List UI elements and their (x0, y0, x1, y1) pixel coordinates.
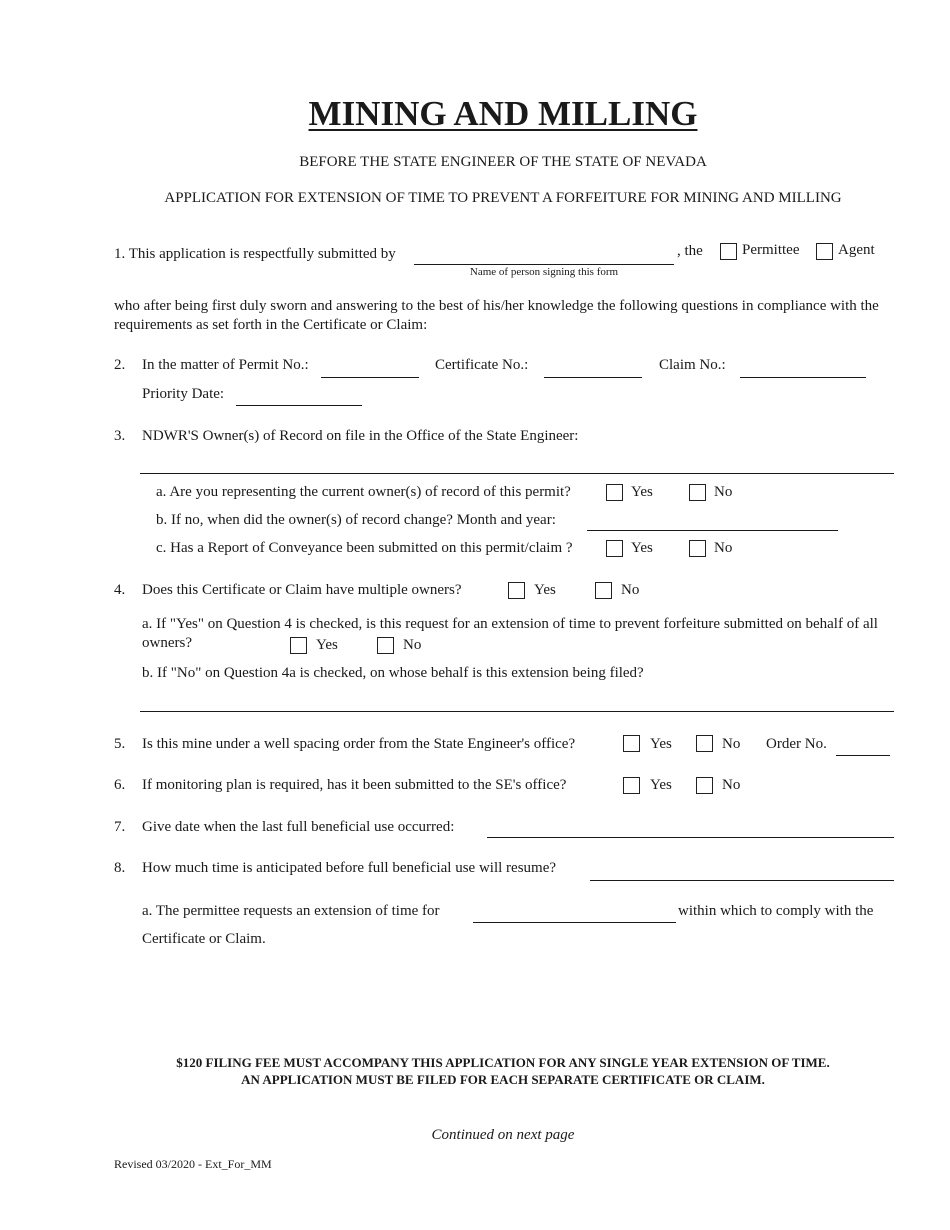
claim-no-input[interactable] (740, 359, 866, 378)
owner-change-date-input[interactable] (587, 512, 838, 531)
q8a-prefix: a. The permittee requests an extension of time for (142, 903, 440, 919)
q3c-no-checkbox[interactable] (689, 540, 706, 557)
q1-text: 1. This application is respectfully submitted by (114, 246, 396, 262)
q6-text: If monitoring plan is required, has it been submitted to the SE's office? (142, 777, 567, 793)
q4-text: Does this Certificate or Claim have multiple owners? (142, 582, 462, 598)
q8a-line2: Certificate or Claim. (142, 931, 266, 947)
q6-number: 6. (114, 777, 126, 793)
q3c-no-label: No (714, 540, 733, 556)
q5-no-checkbox[interactable] (696, 735, 713, 752)
revision-note: Revised 03/2020 - Ext_For_MM (114, 1157, 272, 1171)
q3a-no-label: No (714, 484, 733, 500)
q4a-text: a. If "Yes" on Question 4 is checked, is this request for an extension of time to prevent forfeiture submitted on behalf of all owners? (142, 616, 878, 651)
q4-no-label: No (621, 582, 640, 598)
q3a-text: a. Are you representing the current owner(s) of record of this permit? (156, 484, 571, 500)
continued-note: Continued on next page (431, 1127, 575, 1143)
last-use-date-input[interactable] (487, 819, 894, 838)
q4a-no-checkbox[interactable] (377, 637, 394, 654)
sworn-statement: who after being first duly sworn and answering to the best of his/her knowledge the following questions in compliance with the requirements as set forth in the Certificate or Claim: (114, 298, 879, 333)
form-subtitle: BEFORE THE STATE ENGINEER OF THE STATE OF NEVADA (299, 154, 707, 170)
q3-number: 3. (114, 428, 126, 444)
q3c-yes-checkbox[interactable] (606, 540, 623, 557)
q4a-no-label: No (403, 637, 422, 653)
permittee-label: Permittee (742, 242, 800, 258)
q4-yes-checkbox[interactable] (508, 582, 525, 599)
q6-yes-checkbox[interactable] (623, 777, 640, 794)
q3-text: NDWR'S Owner(s) of Record on file in the Office of the State Engineer: (142, 428, 579, 444)
permit-no-label: In the matter of Permit No.: (142, 357, 309, 373)
q1-the: , the (677, 243, 703, 259)
extension-time-input[interactable] (473, 904, 676, 923)
q6-yes-label: Yes (650, 777, 672, 793)
time-anticipated-input[interactable] (590, 862, 894, 881)
priority-date-input[interactable] (236, 387, 362, 406)
q4-yes-label: Yes (534, 582, 556, 598)
q5-number: 5. (114, 736, 126, 752)
q5-yes-label: Yes (650, 736, 672, 752)
agent-checkbox[interactable] (816, 243, 833, 260)
q7-number: 7. (114, 819, 126, 835)
fee-notice-line1: $120 FILING FEE MUST ACCOMPANY THIS APPLICATION FOR ANY SINGLE YEAR EXTENSION OF TIME. (176, 1055, 830, 1070)
q3c-yes-label: Yes (631, 540, 653, 556)
q8a-suffix: within which to comply with the (678, 903, 874, 919)
q3c-text: c. Has a Report of Conveyance been submitted on this permit/claim ? (156, 540, 573, 556)
q4-number: 4. (114, 582, 126, 598)
q4a-yes-checkbox[interactable] (290, 637, 307, 654)
owner-of-record-input[interactable] (140, 455, 894, 474)
q4b-text: b. If "No" on Question 4a is checked, on whose behalf is this extension being filed? (142, 665, 644, 681)
q5-text: Is this mine under a well spacing order from the State Engineer's office? (142, 736, 576, 752)
permit-no-input[interactable] (321, 359, 419, 378)
q6-no-label: No (722, 777, 741, 793)
application-title: APPLICATION FOR EXTENSION OF TIME TO PREVENT A FORFEITURE FOR MINING AND MILLING (164, 190, 842, 206)
q6-no-checkbox[interactable] (696, 777, 713, 794)
q4-no-checkbox[interactable] (595, 582, 612, 599)
q3a-no-checkbox[interactable] (689, 484, 706, 501)
q3a-yes-checkbox[interactable] (606, 484, 623, 501)
signer-caption: Name of person signing this form (469, 266, 619, 278)
q4a-yes-label: Yes (316, 637, 338, 653)
q5-yes-checkbox[interactable] (623, 735, 640, 752)
order-no-label: Order No. (766, 736, 827, 752)
q2-number: 2. (114, 357, 126, 373)
q8-text: How much time is anticipated before full beneficial use will resume? (142, 860, 557, 876)
certificate-no-input[interactable] (544, 359, 642, 378)
q8-number: 8. (114, 860, 126, 876)
q7-text: Give date when the last full beneficial use occurred: (142, 819, 455, 835)
fee-notice-line2: AN APPLICATION MUST BE FILED FOR EACH SEPARATE CERTIFICATE OR CLAIM. (241, 1072, 765, 1087)
certificate-no-label: Certificate No.: (435, 357, 529, 373)
priority-date-label: Priority Date: (142, 386, 225, 402)
q3b-text: b. If no, when did the owner(s) of record change? Month and year: (156, 512, 556, 528)
form-title: MINING AND MILLING (308, 94, 698, 133)
order-no-input[interactable] (836, 737, 890, 756)
signer-name-input[interactable] (414, 246, 674, 265)
agent-label: Agent (838, 242, 875, 258)
claim-no-label: Claim No.: (659, 357, 726, 373)
q3a-yes-label: Yes (631, 484, 653, 500)
permittee-checkbox[interactable] (720, 243, 737, 260)
q5-no-label: No (722, 736, 741, 752)
behalf-of-input[interactable] (140, 693, 894, 712)
